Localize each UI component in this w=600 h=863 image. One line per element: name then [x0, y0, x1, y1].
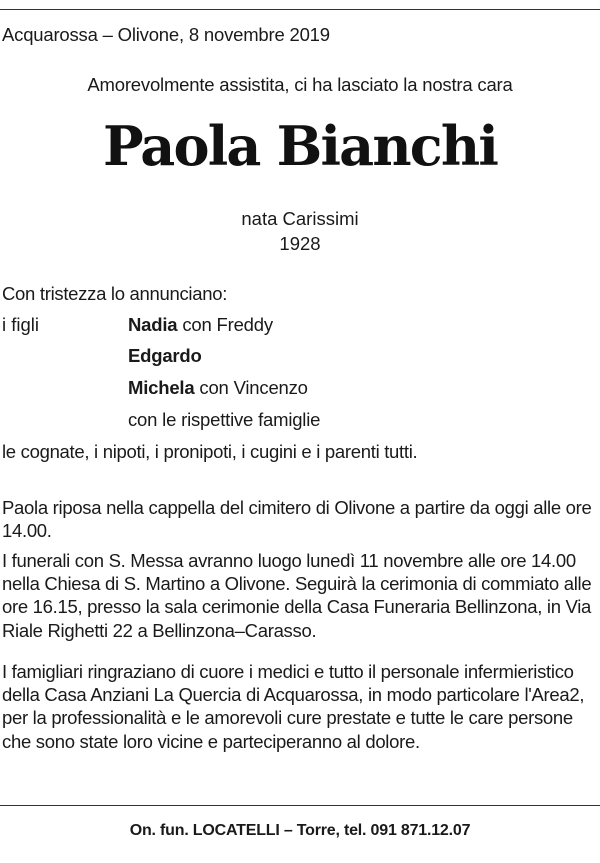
child-name: Michela [128, 377, 195, 398]
top-divider [0, 9, 600, 10]
child-partner: con Vincenzo [199, 377, 308, 398]
funeral-home-footer: On. fun. LOCATELLI – Torre, tel. 091 871.12.07 [129, 822, 471, 839]
announcement: Con tristezza lo annunciano: [2, 283, 228, 304]
children-label: i figli [2, 314, 40, 335]
bottom-divider [0, 805, 600, 806]
maiden-name: nata Carissimi [241, 208, 359, 229]
child-partner: con Freddy [182, 314, 273, 335]
birth-info [0, 206, 600, 256]
child-name: Edgardo [128, 345, 202, 366]
families-note: con le rispettive famiglie [128, 409, 321, 430]
thanks-paragraph: I famigliari ringraziano di cuore i medici e tutto il personale infermieristico della Casa Anziani La Quercia di Acquarossa, in modo particolare l'Area2, per la professionalità e le amorevoli cure prestate e tutte le care persone che sono state loro vicine e parteciperanno al dolore. [2, 661, 585, 752]
birth-year: 1928 [279, 233, 321, 254]
funeral-paragraph: I funerali con S. Messa avranno luogo lunedì 11 novembre alle ore 14.00 nella Chiesa di S. Martino a Olivone. Seguirà la cerimonia di commiato alle ore 16.15, presso la sala cerimonie della Casa Funeraria Bellinzona, in Via Riale Righetti 22 a Bellinzona–Carasso. [2, 550, 592, 641]
rest-paragraph: Paola riposa nella cappella del cimitero di Olivone a partire da oggi alle ore 14.00. [2, 497, 592, 542]
child-entry [128, 314, 273, 336]
deceased-name: Paola Bianchi [102, 114, 498, 178]
place-date: Acquarossa – Olivone, 8 novembre 2019 [2, 24, 330, 45]
child-name: Nadia [128, 314, 178, 335]
relatives-line: le cognate, i nipoti, i pronipoti, i cugini e i parenti tutti. [2, 441, 418, 462]
intro-text: Amorevolmente assistita, ci ha lasciato la nostra cara [87, 74, 513, 95]
child-entry [128, 345, 202, 367]
child-entry [128, 377, 308, 399]
